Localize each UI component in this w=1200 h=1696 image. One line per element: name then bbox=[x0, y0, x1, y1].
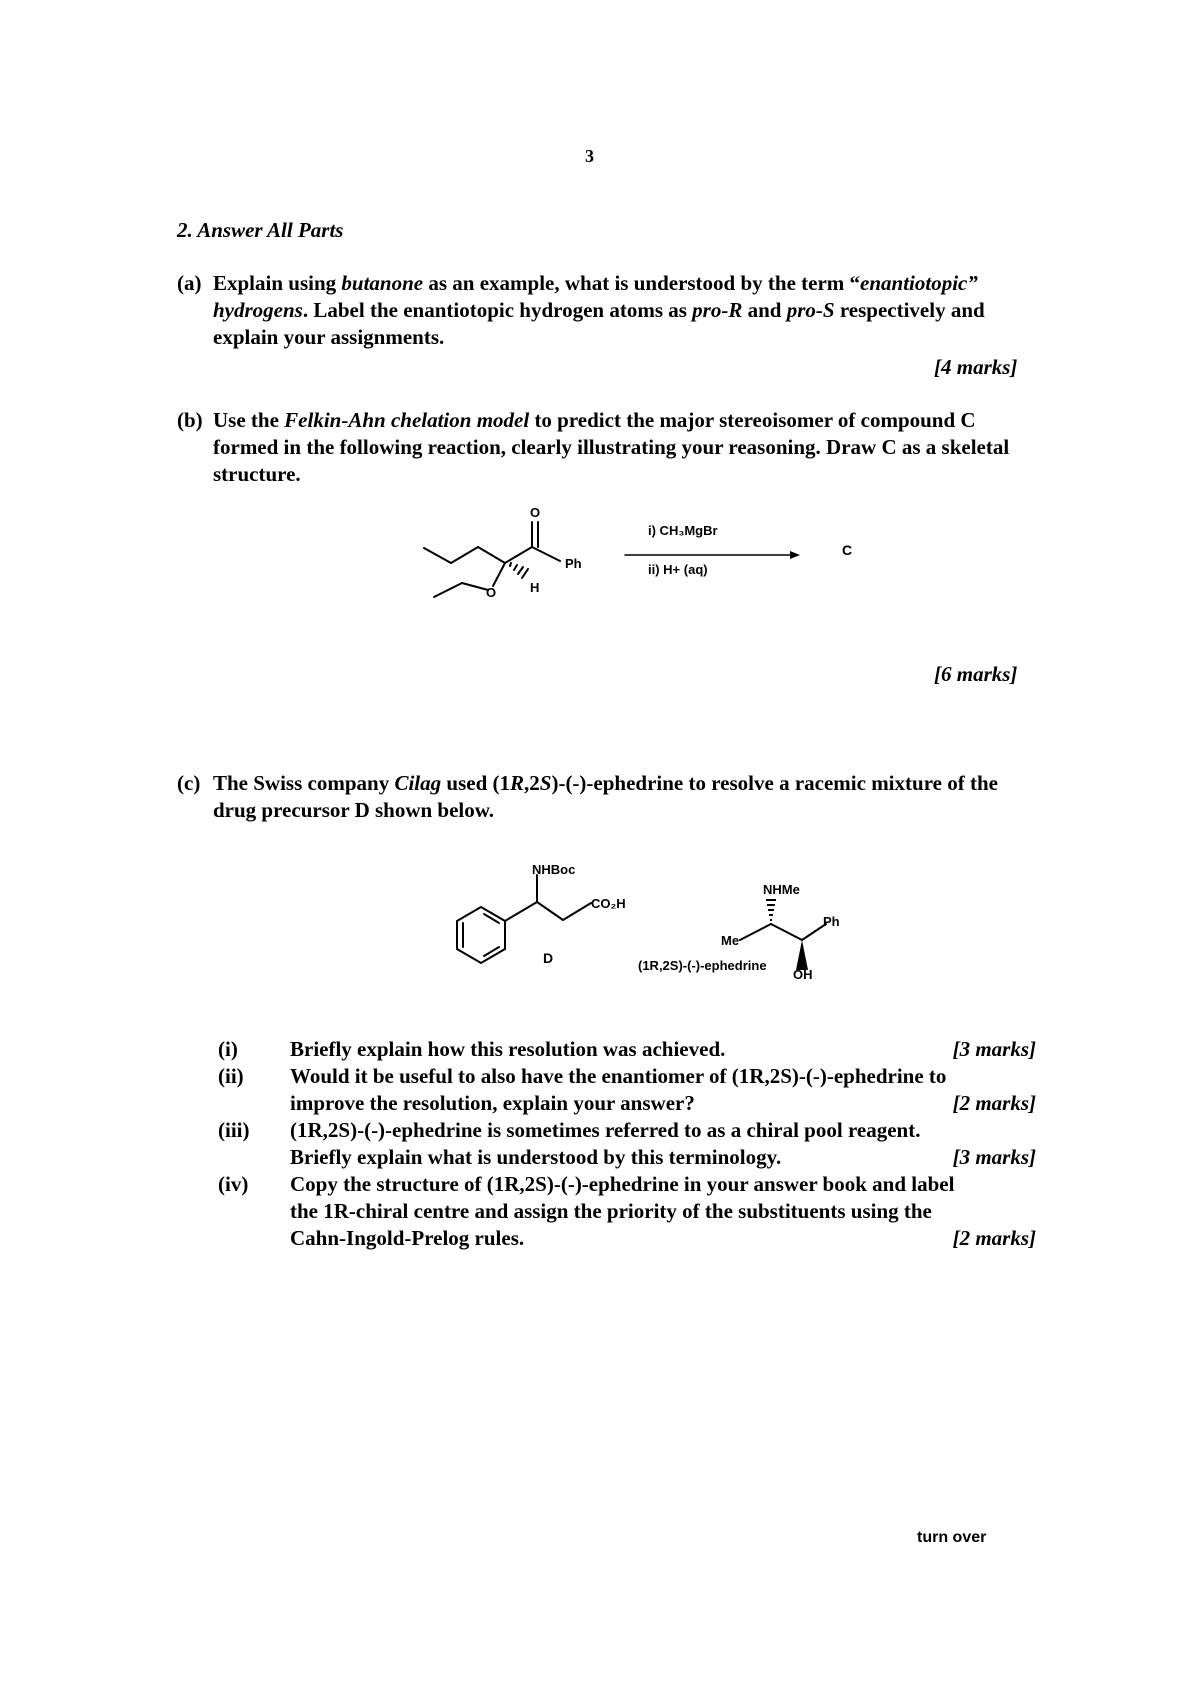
ephedrine-ph-label: Ph bbox=[823, 914, 840, 929]
part-a-text: Explain using butanone as an example, what is understood by the term “enantiotopic” hydrogens. Label the enantiotopic hydrogen atoms as pro-R and pro-S respectively and explain your assignments. bbox=[213, 271, 985, 349]
oh-label: OH bbox=[793, 967, 813, 982]
nhme-label: NHMe bbox=[763, 882, 800, 897]
page-number: 3 bbox=[585, 146, 594, 166]
phenyl-label: Ph bbox=[565, 556, 582, 571]
ephedrine-name-label: (1R,2S)-(-)-ephedrine bbox=[638, 958, 767, 973]
part-a-marks: [4 marks] bbox=[934, 355, 1018, 379]
part-c-text: The Swiss company Cilag used (1R,2S)-(-)-ephedrine to resolve a racemic mixture of the drug precursor D shown below. bbox=[213, 771, 998, 822]
co2h-label: CO₂H bbox=[591, 896, 626, 911]
turn-over-footer: turn over bbox=[917, 1529, 987, 1546]
carbonyl-oxygen-label: O bbox=[530, 505, 541, 520]
hydrogen-label: H bbox=[530, 580, 540, 595]
me-label: Me bbox=[721, 933, 740, 948]
part-b-text: Use the Felkin-Ahn chelation model to predict the major stereoisomer of compound C formed in the following reaction, clearly illustrating your reasoning. Draw C as a skeletal structure. bbox=[213, 408, 1010, 486]
nhboc-label: NHBoc bbox=[532, 862, 576, 877]
reagent-1: i) CH₃MgBr bbox=[648, 523, 718, 538]
question-heading: 2. Answer All Parts bbox=[177, 218, 344, 242]
part-b-marks: [6 marks] bbox=[934, 662, 1018, 686]
part-a-label: (a) bbox=[177, 271, 202, 295]
part-c-label: (c) bbox=[177, 771, 201, 795]
reagent-2: ii) H+ (aq) bbox=[648, 562, 708, 577]
product-c-label: C bbox=[842, 542, 853, 558]
part-b-label: (b) bbox=[177, 408, 203, 432]
compound-d-label: D bbox=[543, 950, 554, 966]
ether-oxygen-label: O bbox=[486, 585, 497, 600]
